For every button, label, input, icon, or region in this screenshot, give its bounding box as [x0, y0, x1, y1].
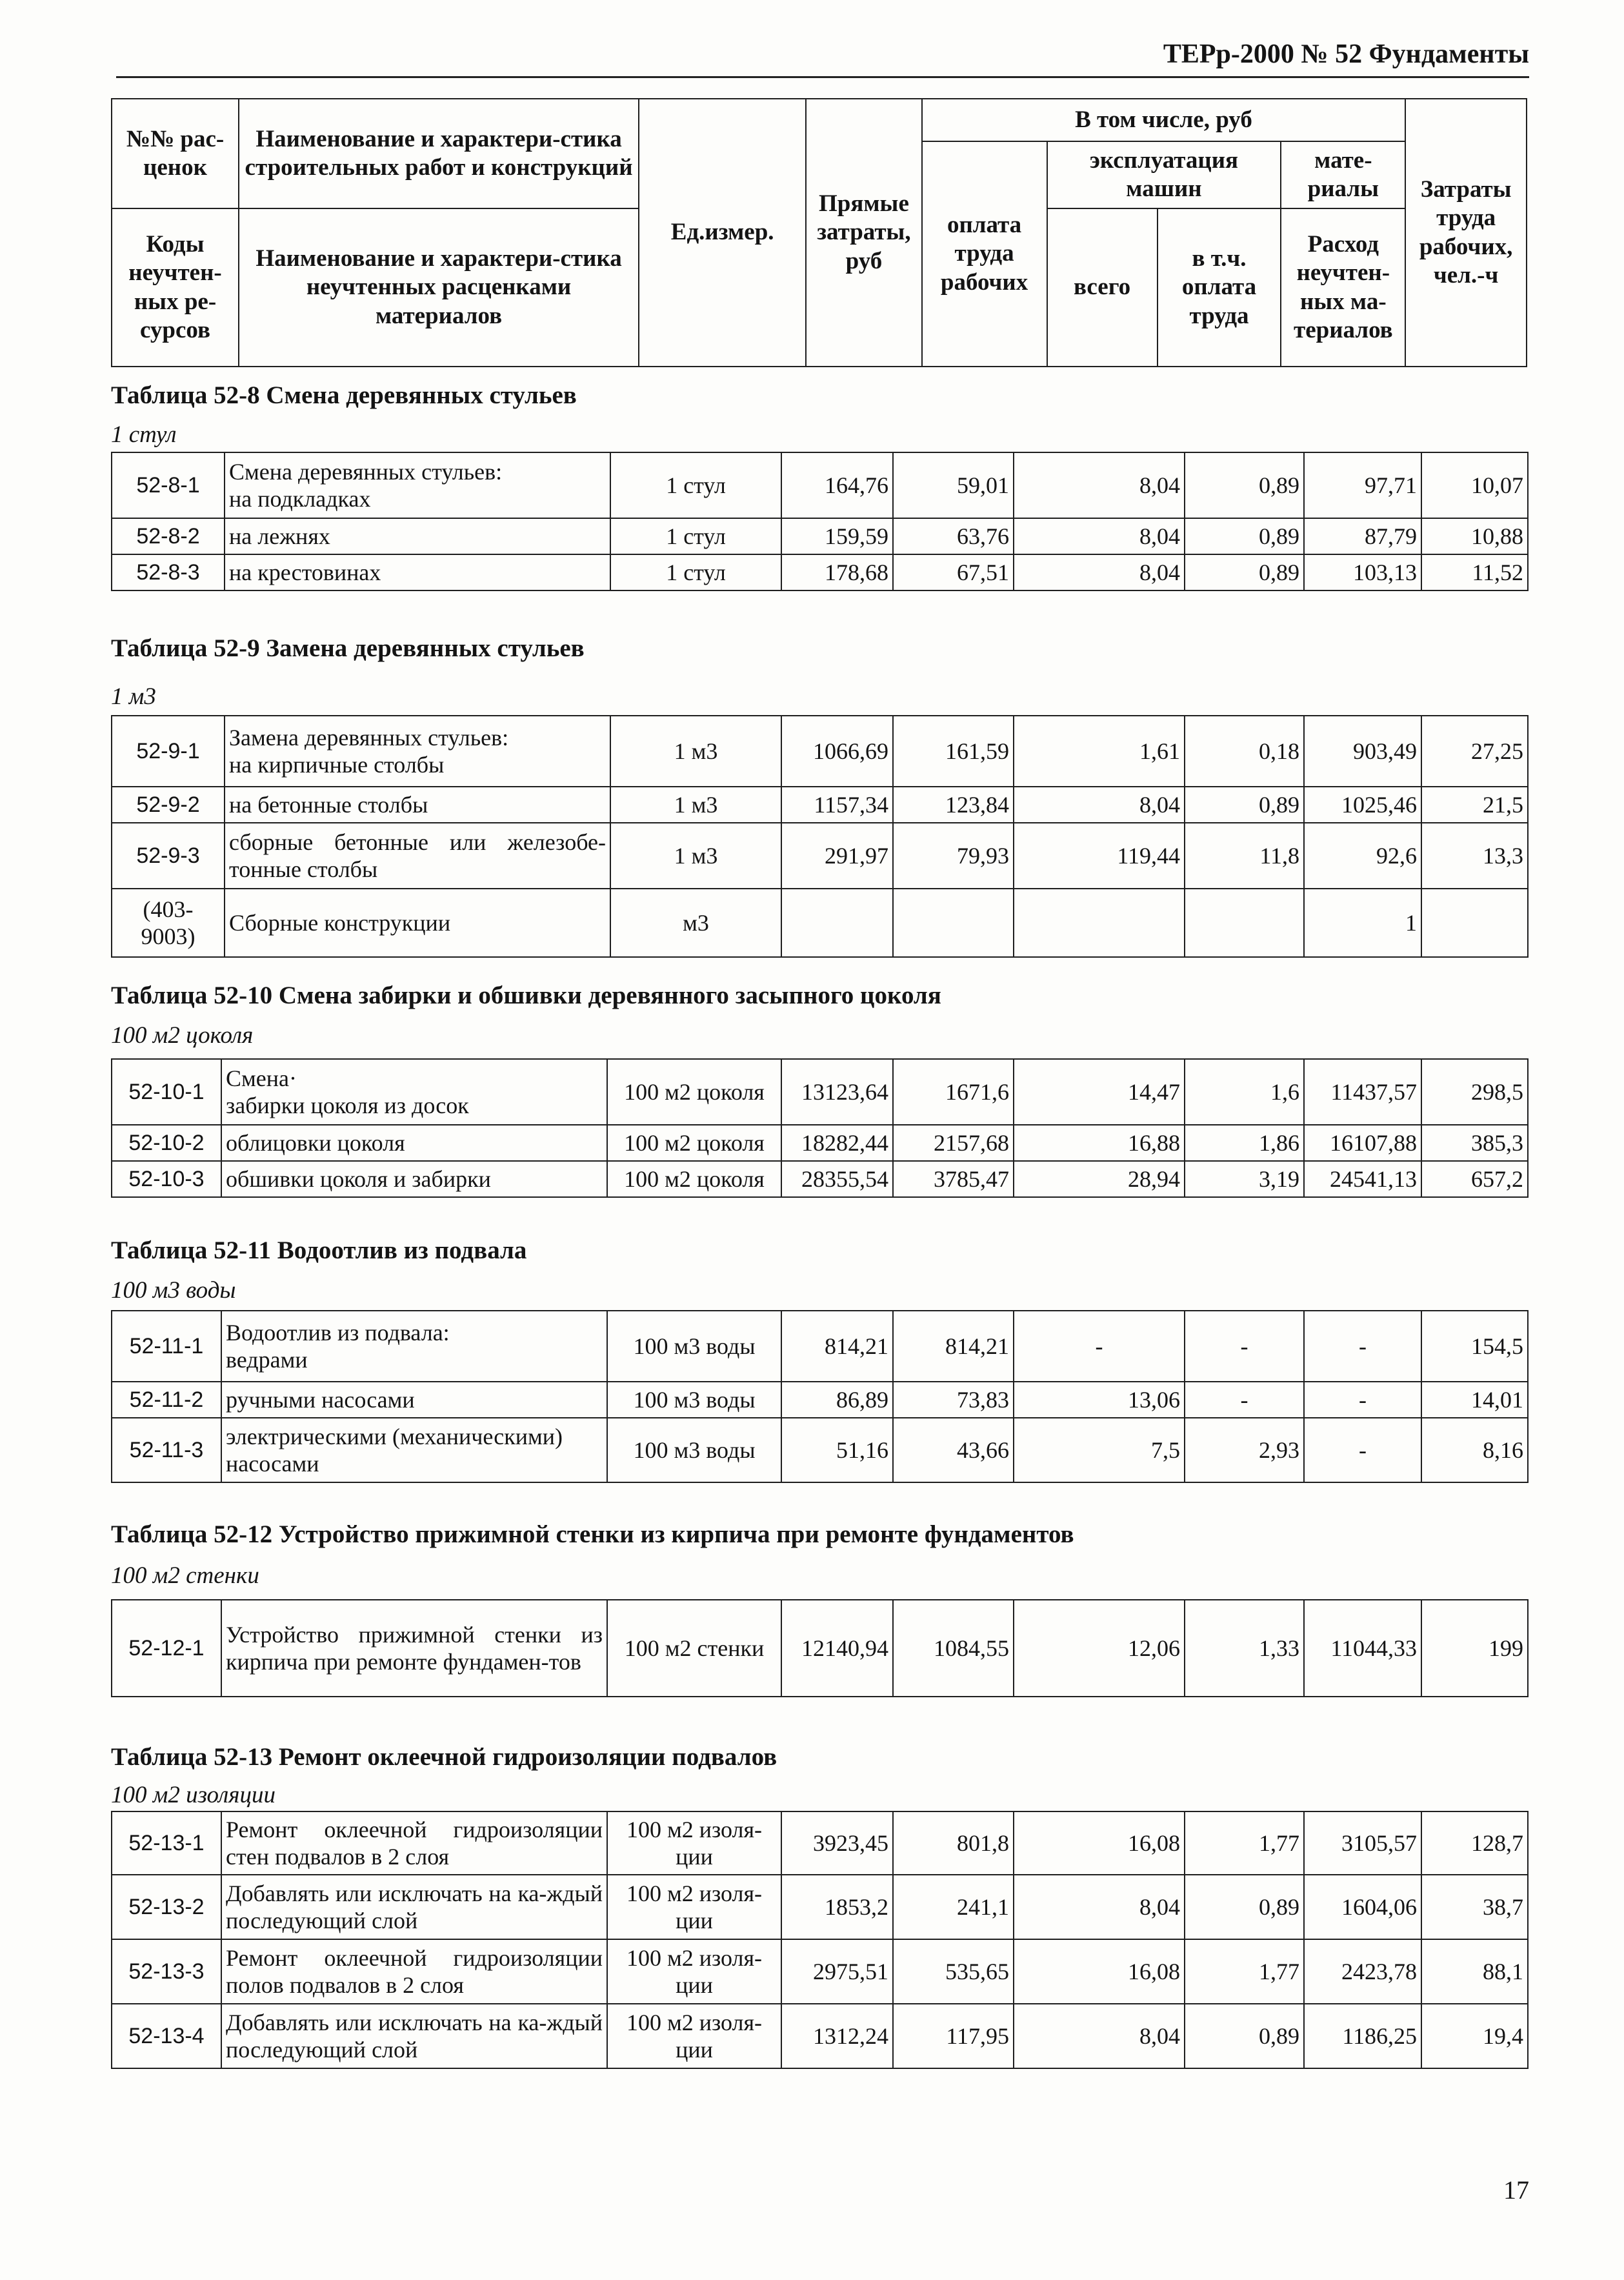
table-unit: 1 м3 — [111, 683, 156, 710]
hdr-wage: оплата труда рабочих — [922, 141, 1047, 367]
row-name: Добавлять или исключать на ка-ждый последующий слой — [221, 1875, 607, 1939]
data-table — [111, 1310, 1529, 1483]
row-wage: 814,21 — [893, 1311, 1014, 1382]
table-unit: 1 стул — [111, 421, 177, 448]
row-wage: 1671,6 — [893, 1059, 1014, 1125]
row-mat: 103,13 — [1304, 554, 1421, 590]
row-labor: 10,07 — [1421, 452, 1528, 518]
row-mach: 16,08 — [1014, 1939, 1185, 2004]
row-name: Устройство прижимной стенки из кирпича при ремонте фундамен-тов — [221, 1600, 607, 1697]
row-mat: 1604,06 — [1304, 1875, 1421, 1939]
table-row — [112, 889, 1528, 957]
row-mach-wage: 1,77 — [1185, 1811, 1304, 1875]
row-unit: 100 м2 цоколя — [607, 1059, 781, 1125]
table-title: Таблица 52-10 Смена забирки и обшивки деревянного засыпного цоколя — [111, 982, 941, 1009]
row-mach: 8,04 — [1014, 554, 1185, 590]
row-unit: 100 м3 воды — [607, 1418, 781, 1482]
table-title: Таблица 52-8 Смена деревянных стульев — [111, 381, 577, 409]
row-code: (403-9003) — [112, 889, 225, 957]
row-code: 52-13-2 — [112, 1875, 221, 1939]
row-mach-wage — [1185, 889, 1304, 957]
row-unit: 1 м3 — [610, 787, 781, 823]
row-code: 52-12-1 — [112, 1600, 221, 1697]
row-direct: 1312,24 — [781, 2004, 893, 2068]
row-mach-wage: 1,6 — [1185, 1059, 1304, 1125]
hdr-machines: эксплуатация машин — [1047, 141, 1281, 208]
row-name: на лежнях — [225, 518, 610, 554]
row-wage: 161,59 — [893, 716, 1014, 787]
row-mach: 8,04 — [1014, 787, 1185, 823]
row-mach: 16,88 — [1014, 1125, 1185, 1161]
row-mat: 2423,78 — [1304, 1939, 1421, 2004]
row-name: на крестовинах — [225, 554, 610, 590]
data-table — [111, 1058, 1529, 1198]
row-labor: 38,7 — [1421, 1875, 1528, 1939]
row-direct: 18282,44 — [781, 1125, 893, 1161]
row-mach-wage: - — [1185, 1382, 1304, 1418]
row-mach-wage: 0,18 — [1185, 716, 1304, 787]
row-mat: - — [1304, 1418, 1421, 1482]
row-labor: 11,52 — [1421, 554, 1528, 590]
row-mat: 92,6 — [1304, 823, 1421, 889]
row-mach-wage: 1,77 — [1185, 1939, 1304, 2004]
row-labor: 385,3 — [1421, 1125, 1528, 1161]
row-unit: 100 м2 изоля-ции — [607, 1939, 781, 2004]
row-mat: 87,79 — [1304, 518, 1421, 554]
row-direct: 3923,45 — [781, 1811, 893, 1875]
row-code: 52-8-3 — [112, 554, 225, 590]
row-mach: 16,08 — [1014, 1811, 1185, 1875]
row-wage: 43,66 — [893, 1418, 1014, 1482]
hdr-materials: мате-риалы — [1281, 141, 1405, 208]
row-mach: 119,44 — [1014, 823, 1185, 889]
row-name: сборные бетонные или железобе-тонные столбы — [225, 823, 610, 889]
row-wage: 535,65 — [893, 1939, 1014, 2004]
row-unit: 100 м3 воды — [607, 1311, 781, 1382]
row-unit: 100 м2 изоля-ции — [607, 1875, 781, 1939]
row-code: 52-11-2 — [112, 1382, 221, 1418]
row-wage: 73,83 — [893, 1382, 1014, 1418]
row-labor: 19,4 — [1421, 2004, 1528, 2068]
table-row — [112, 518, 1528, 554]
row-mach — [1014, 889, 1185, 957]
hdr-labor: Затраты труда рабочих, чел.-ч — [1405, 99, 1527, 367]
table-title: Таблица 52-13 Ремонт оклеечной гидроизоляции подвалов — [111, 1743, 777, 1771]
table-row — [112, 1059, 1528, 1125]
row-unit: 100 м3 воды — [607, 1382, 781, 1418]
table-row — [112, 1125, 1528, 1161]
row-wage: 63,76 — [893, 518, 1014, 554]
row-name: Ремонт оклеечной гидроизоляции стен подвалов в 2 слоя — [221, 1811, 607, 1875]
row-mach: 12,06 — [1014, 1600, 1185, 1697]
table-row — [112, 1418, 1528, 1482]
row-unit: 1 стул — [610, 554, 781, 590]
row-unit: 100 м2 изоля-ции — [607, 1811, 781, 1875]
hdr-incl: В том числе, руб — [922, 99, 1406, 141]
row-direct: 86,89 — [781, 1382, 893, 1418]
row-mat: 3105,57 — [1304, 1811, 1421, 1875]
table-row — [112, 1600, 1528, 1697]
row-wage: 117,95 — [893, 2004, 1014, 2068]
row-direct — [781, 889, 893, 957]
row-mat: 1025,46 — [1304, 787, 1421, 823]
row-code: 52-8-1 — [112, 452, 225, 518]
row-direct: 178,68 — [781, 554, 893, 590]
row-direct: 814,21 — [781, 1311, 893, 1382]
hdr-name: Наименование и характери-стика строительных работ и конструкций — [239, 99, 639, 208]
row-mach: 8,04 — [1014, 518, 1185, 554]
row-mach-wage: 0,89 — [1185, 787, 1304, 823]
row-mach-wage: 0,89 — [1185, 2004, 1304, 2068]
row-wage: 59,01 — [893, 452, 1014, 518]
row-labor — [1421, 889, 1528, 957]
row-name: Добавлять или исключать на ка-ждый последующий слой — [221, 2004, 607, 2068]
row-unit: 100 м2 цоколя — [607, 1161, 781, 1197]
row-code: 52-13-1 — [112, 1811, 221, 1875]
row-direct: 1066,69 — [781, 716, 893, 787]
row-mach-wage: 1,33 — [1185, 1600, 1304, 1697]
row-name: ручными насосами — [221, 1382, 607, 1418]
table-unit: 100 м2 стенки — [111, 1562, 259, 1589]
row-unit: 1 м3 — [610, 823, 781, 889]
row-code: 52-9-3 — [112, 823, 225, 889]
row-wage: 3785,47 — [893, 1161, 1014, 1197]
row-code: 52-13-4 — [112, 2004, 221, 2068]
row-mat: 24541,13 — [1304, 1161, 1421, 1197]
row-code: 52-10-2 — [112, 1125, 221, 1161]
row-code: 52-11-3 — [112, 1418, 221, 1482]
data-table — [111, 1599, 1529, 1697]
row-direct: 13123,64 — [781, 1059, 893, 1125]
row-unit: 1 м3 — [610, 716, 781, 787]
row-mat: 97,71 — [1304, 452, 1421, 518]
row-mat: - — [1304, 1311, 1421, 1382]
row-mach: - — [1014, 1311, 1185, 1382]
running-title: ТЕРр-2000 № 52 Фундаменты — [116, 39, 1529, 78]
row-unit: 100 м2 изоля-ции — [607, 2004, 781, 2068]
row-labor: 298,5 — [1421, 1059, 1528, 1125]
row-mach: 14,47 — [1014, 1059, 1185, 1125]
row-mach-wage: 11,8 — [1185, 823, 1304, 889]
table-row — [112, 2004, 1528, 2068]
row-unit: 1 стул — [610, 452, 781, 518]
row-unit: 100 м2 цоколя — [607, 1125, 781, 1161]
row-labor: 21,5 — [1421, 787, 1528, 823]
table-row — [112, 1311, 1528, 1382]
table-row — [112, 1939, 1528, 2004]
table-row — [112, 452, 1528, 518]
row-unit: 100 м2 стенки — [607, 1600, 781, 1697]
row-mat: 1186,25 — [1304, 2004, 1421, 2068]
hdr-res-name: Наименование и характери-стика неучтенных расценками материалов — [239, 208, 639, 367]
row-mat: 1 — [1304, 889, 1421, 957]
row-mach: 1,61 — [1014, 716, 1185, 787]
hdr-unit: Ед.измер. — [639, 99, 806, 367]
row-wage — [893, 889, 1014, 957]
row-labor: 14,01 — [1421, 1382, 1528, 1418]
table-row — [112, 787, 1528, 823]
row-mach-wage: 0,89 — [1185, 554, 1304, 590]
row-direct: 159,59 — [781, 518, 893, 554]
row-wage: 79,93 — [893, 823, 1014, 889]
row-code: 52-13-3 — [112, 1939, 221, 2004]
row-labor: 13,3 — [1421, 823, 1528, 889]
row-mat: 16107,88 — [1304, 1125, 1421, 1161]
row-labor: 154,5 — [1421, 1311, 1528, 1382]
row-name: Замена деревянных стульев: на кирпичные столбы — [225, 716, 610, 787]
hdr-mat-use: Расход неучтен-ных ма-териалов — [1281, 208, 1405, 367]
table-title: Таблица 52-9 Замена деревянных стульев — [111, 634, 585, 662]
row-code: 52-9-2 — [112, 787, 225, 823]
row-direct: 291,97 — [781, 823, 893, 889]
row-code: 52-8-2 — [112, 518, 225, 554]
row-name: Смена деревянных стульев: на подкладках — [225, 452, 610, 518]
row-mat: - — [1304, 1382, 1421, 1418]
row-name: обшивки цоколя и забирки — [221, 1161, 607, 1197]
row-mat: 11437,57 — [1304, 1059, 1421, 1125]
table-row — [112, 554, 1528, 590]
table-row — [112, 1811, 1528, 1875]
row-wage: 123,84 — [893, 787, 1014, 823]
row-mach-wage: 1,86 — [1185, 1125, 1304, 1161]
row-direct: 1853,2 — [781, 1875, 893, 1939]
table-unit: 100 м2 изоляции — [111, 1782, 276, 1808]
table-row — [112, 1382, 1528, 1418]
row-wage: 801,8 — [893, 1811, 1014, 1875]
row-direct: 2975,51 — [781, 1939, 893, 2004]
row-mat: 11044,33 — [1304, 1600, 1421, 1697]
row-mach: 8,04 — [1014, 452, 1185, 518]
row-mach-wage: 0,89 — [1185, 452, 1304, 518]
row-mach-wage: 0,89 — [1185, 1875, 1304, 1939]
row-wage: 67,51 — [893, 554, 1014, 590]
row-name: Сборные конструкции — [225, 889, 610, 957]
row-mach: 7,5 — [1014, 1418, 1185, 1482]
row-labor: 199 — [1421, 1600, 1528, 1697]
row-mach-wage: 2,93 — [1185, 1418, 1304, 1482]
row-direct: 12140,94 — [781, 1600, 893, 1697]
table-unit: 100 м2 цоколя — [111, 1022, 254, 1049]
row-labor: 88,1 — [1421, 1939, 1528, 2004]
row-name: электрическими (механическими) насосами — [221, 1418, 607, 1482]
hdr-code: №№ рас-ценок — [112, 99, 239, 208]
row-direct: 28355,54 — [781, 1161, 893, 1197]
row-unit: 1 стул — [610, 518, 781, 554]
data-table — [111, 715, 1529, 958]
row-name: Смена· забирки цоколя из досок — [221, 1059, 607, 1125]
row-labor: 8,16 — [1421, 1418, 1528, 1482]
row-direct: 51,16 — [781, 1418, 893, 1482]
row-mach-wage: 3,19 — [1185, 1161, 1304, 1197]
table-row — [112, 1875, 1528, 1939]
data-table — [111, 452, 1529, 591]
row-mach: 13,06 — [1014, 1382, 1185, 1418]
hdr-res-code: Коды неучтен-ных ре-сурсов — [112, 208, 239, 367]
row-labor: 128,7 — [1421, 1811, 1528, 1875]
row-code: 52-10-3 — [112, 1161, 221, 1197]
column-header-table — [111, 98, 1527, 367]
table-row — [112, 716, 1528, 787]
row-wage: 2157,68 — [893, 1125, 1014, 1161]
row-direct: 1157,34 — [781, 787, 893, 823]
row-labor: 657,2 — [1421, 1161, 1528, 1197]
table-title: Таблица 52-11 Водоотлив из подвала — [111, 1236, 527, 1264]
table-unit: 100 м3 воды — [111, 1277, 236, 1304]
row-wage: 241,1 — [893, 1875, 1014, 1939]
row-mach: 8,04 — [1014, 1875, 1185, 1939]
page-number: 17 — [1503, 2175, 1529, 2204]
row-mach-wage: - — [1185, 1311, 1304, 1382]
row-wage: 1084,55 — [893, 1600, 1014, 1697]
row-code: 52-10-1 — [112, 1059, 221, 1125]
hdr-mach-total: всего — [1047, 208, 1158, 367]
row-labor: 27,25 — [1421, 716, 1528, 787]
hdr-mach-wage: в т.ч. оплата труда — [1158, 208, 1281, 367]
row-name: на бетонные столбы — [225, 787, 610, 823]
row-mach: 8,04 — [1014, 2004, 1185, 2068]
row-name: Ремонт оклеечной гидроизоляции полов подвалов в 2 слоя — [221, 1939, 607, 2004]
row-labor: 10,88 — [1421, 518, 1528, 554]
data-table — [111, 1811, 1529, 2069]
row-name: Водоотлив из подвала: ведрами — [221, 1311, 607, 1382]
row-name: облицовки цоколя — [221, 1125, 607, 1161]
row-mat: 903,49 — [1304, 716, 1421, 787]
row-mach: 28,94 — [1014, 1161, 1185, 1197]
row-direct: 164,76 — [781, 452, 893, 518]
row-mach-wage: 0,89 — [1185, 518, 1304, 554]
table-title: Таблица 52-12 Устройство прижимной стенки из кирпича при ремонте фундаментов — [111, 1520, 1074, 1548]
hdr-direct: Прямые затраты, руб — [806, 99, 921, 367]
row-code: 52-11-1 — [112, 1311, 221, 1382]
row-code: 52-9-1 — [112, 716, 225, 787]
table-row — [112, 1161, 1528, 1197]
row-unit: м3 — [610, 889, 781, 957]
table-row — [112, 823, 1528, 889]
